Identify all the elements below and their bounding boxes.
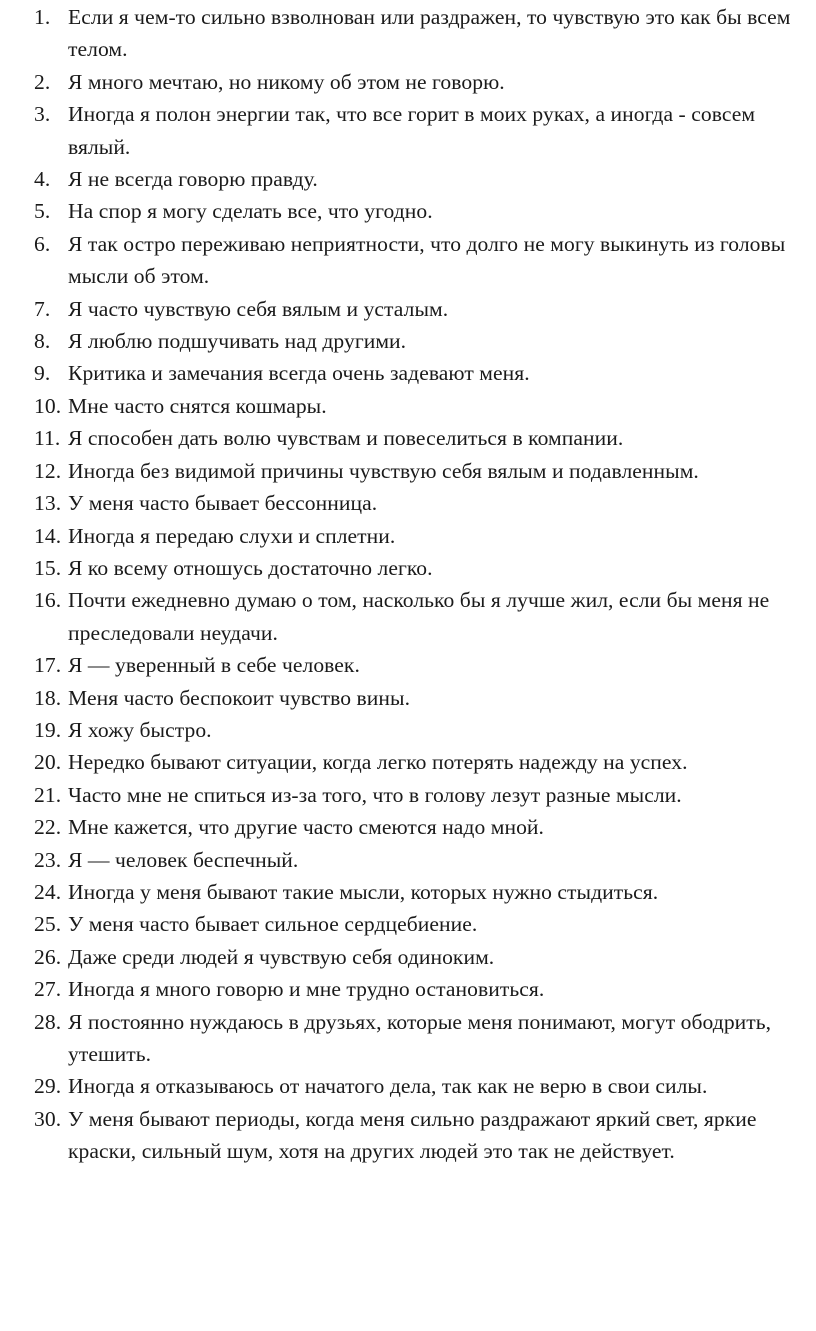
item-text: Я люблю подшучивать над другими. [68,329,407,354]
item-number: 25. [34,912,62,937]
list-item [0,1006,816,1071]
item-number: 23. [34,847,62,872]
item-number: 7. [34,296,51,321]
list-item [0,520,816,552]
list-item [0,325,816,357]
item-text: Мне кажется, что другие часто смеются надо мной. [68,815,544,840]
item-number: 30. [34,1106,62,1131]
item-text: Почти ежедневно думаю о том, насколько бы я лучше жил, если бы меня не преследовали неудачи. [68,588,770,645]
list-item [0,908,816,940]
item-number: 11. [34,426,61,451]
list-item [0,357,816,389]
list-item [0,779,816,811]
item-number: 10. [34,393,62,418]
list-item [0,811,816,843]
item-number: 12. [34,458,62,483]
item-number: 27. [34,977,62,1002]
item-text: Иногда я много говорю и мне трудно остановиться. [68,977,545,1002]
item-text: На спор я могу сделать все, что угодно. [68,199,433,224]
item-number: 13. [34,491,62,516]
item-text: Меня часто беспокоит чувство вины. [68,685,411,710]
item-text: Я много мечтаю, но никому об этом не говорю. [68,69,505,94]
item-number: 28. [34,1009,62,1034]
item-number: 15. [34,555,62,580]
item-number: 8. [34,329,51,354]
item-number: 29. [34,1074,62,1099]
item-text: Я ко всему отношусь достаточно легко. [68,555,433,580]
item-text: Я способен дать волю чувствам и повеселиться в компании. [68,426,624,451]
item-number: 22. [34,815,62,840]
item-number: 1. [34,5,51,29]
item-text: Я часто чувствую себя вялым и усталым. [68,296,449,321]
list-item [0,228,816,293]
list-item [0,973,816,1005]
item-number: 17. [34,653,62,678]
item-number: 24. [34,879,62,904]
item-text: Иногда я полон энергии так, что все горит в моих руках, а иногда - совсем вялый. [68,102,756,159]
item-text: Даже среди людей я чувствую себя одиноким. [68,944,495,969]
item-text: У меня часто бывает бессонница. [68,491,378,516]
list-item [0,844,816,876]
item-number: 3. [34,102,51,127]
item-text: Иногда без видимой причины чувствую себя вялым и подавленным. [68,458,699,483]
item-text: У меня бывают периоды, когда меня сильно раздражают яркий свет, яркие краски, сильный шум, хотя на других людей это так не действует. [68,1106,757,1164]
item-text: Я не всегда говорю правду. [68,167,318,192]
item-text: Иногда у меня бывают такие мысли, которых нужно стыдиться. [68,879,659,904]
item-text: Часто мне не спиться из-за того, что в голову лезут разные мысли. [68,782,682,807]
item-text: Иногда я передаю слухи и сплетни. [68,523,396,548]
list-item [0,455,816,487]
item-number: 20. [34,750,62,775]
item-number: 14. [34,523,62,548]
list-item [0,714,816,746]
item-text: Я — человек беспечный. [68,847,299,872]
list-item [0,876,816,908]
item-number: 18. [34,685,62,710]
list-item [0,195,816,227]
item-text: Мне часто снятся кошмары. [68,393,327,418]
item-text: У меня часто бывает сильное сердцебиение. [68,912,478,937]
item-text: Я так остро переживаю неприятности, что долго не могу выкинуть из головы мысли об этом. [68,231,786,289]
list-item [0,746,816,778]
item-text: Нередко бывают ситуации, когда легко потерять надежду на успех. [68,750,688,775]
list-item [0,649,816,681]
list-item [0,163,816,195]
list-item [0,1,816,66]
item-number: 16. [34,588,62,613]
item-text: Я — уверенный в себе человек. [68,653,360,678]
list-item [0,1070,816,1102]
list-item [0,422,816,454]
list-item [0,390,816,422]
item-number: 19. [34,717,62,742]
list-item [0,1103,816,1168]
item-text: Критика и замечания всегда очень задевают меня. [68,361,530,386]
item-number: 5. [34,199,51,224]
list-item [0,682,816,714]
item-number: 2. [34,69,51,94]
item-number: 26. [34,944,62,969]
item-number: 4. [34,167,51,192]
list-item [0,941,816,973]
item-number: 6. [34,231,51,256]
list-item [0,487,816,519]
item-text: Если я чем-то сильно взволнован или раздражен, то чувствую это как бы всем телом. [68,5,791,62]
item-number: 9. [34,361,51,386]
list-item [0,293,816,325]
item-text: Я постоянно нуждаюсь в друзьях, которые меня понимают, могут ободрить, утешить. [68,1009,772,1066]
list-item [0,552,816,584]
item-number: 21. [34,782,62,807]
list-item [0,98,816,163]
item-text: Иногда я отказываюсь от начатого дела, так как не верю в свои силы. [68,1074,708,1099]
item-text: Я хожу быстро. [68,717,212,742]
list-item [0,584,816,649]
list-item [0,66,816,98]
